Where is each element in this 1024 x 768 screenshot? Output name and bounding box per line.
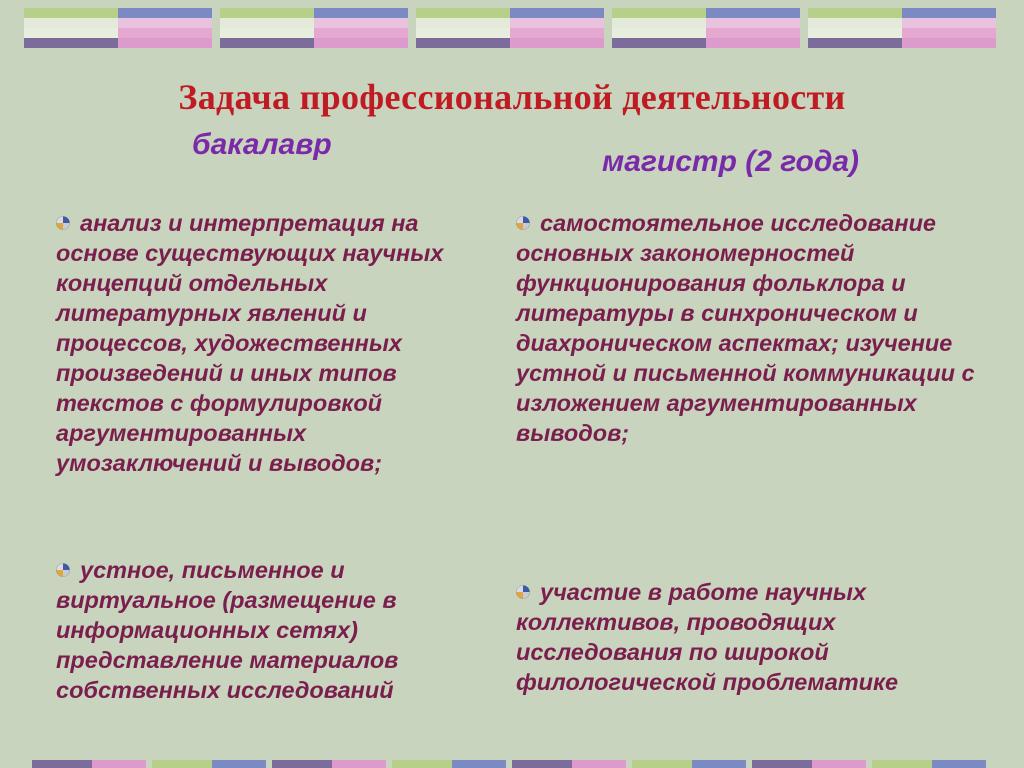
bakalavr-item xyxy=(56,208,476,478)
bakalavr-item-text: анализ и интерпретация на основе существующих научных концепций отдельных литературных явлений и процессов, художественных произведений и иных типов текстов с формулировкой аргументированных умозаключений и выводов; xyxy=(56,210,444,476)
decor-block xyxy=(416,8,604,48)
magistr-item xyxy=(516,208,996,448)
decor-block xyxy=(612,8,800,48)
magistr-item-text: участие в работе научных коллективов, проводящих исследования по широкой филологической проблематике xyxy=(516,579,899,695)
decor-block xyxy=(808,8,996,48)
top-decoration xyxy=(24,8,1000,48)
quartered-circle-bullet-icon xyxy=(56,216,70,230)
quartered-circle-bullet-icon xyxy=(516,585,530,599)
decor-block xyxy=(220,8,408,48)
bakalavr-item-text: устное, письменное и виртуальное (размещение в информационных сетях) представление материалов собственных исследований xyxy=(56,557,399,703)
magistr-item xyxy=(516,577,996,697)
heading-bakalavr: бакалавр xyxy=(192,128,332,161)
quartered-circle-bullet-icon xyxy=(516,216,530,230)
heading-magistr: магистр (2 года) xyxy=(602,145,860,178)
quartered-circle-bullet-icon xyxy=(56,563,70,577)
decor-block xyxy=(24,8,212,48)
slide-title: Задача профессиональной деятельности xyxy=(178,77,846,117)
magistr-item-text: самостоятельное исследование основных закономерностей функционирования фольклора и литературы в синхроническом и диахроническом аспектах; изучение устной и письменной коммуникации с изложением аргументированных выводов; xyxy=(516,210,975,446)
bakalavr-item xyxy=(56,555,476,705)
bottom-decoration xyxy=(0,760,1024,768)
